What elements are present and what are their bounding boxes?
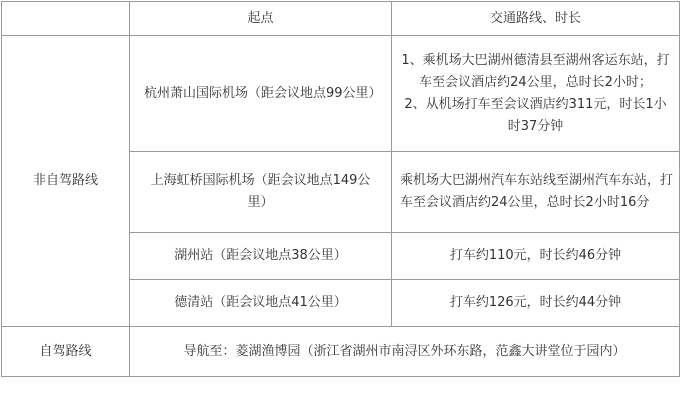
transport-route-table xyxy=(1,1,680,377)
navigation-cell: 导航至：菱湖渔博园（浙江省湖州市南浔区外环东路，范鑫大讲堂位于园内） xyxy=(130,327,680,377)
origin-cell: 上海虹桥国际机场（距会议地点149公里） xyxy=(130,152,392,233)
origin-cell: 杭州萧山国际机场（距会议地点99公里） xyxy=(130,36,392,152)
route-cell: 打车约110元，时长约46分钟 xyxy=(392,233,680,280)
table-row xyxy=(2,36,680,152)
table-row xyxy=(2,327,680,377)
route-cell xyxy=(392,36,680,152)
route-cell: 乘机场大巴湖州汽车东站线至湖州汽车东站，打车至会议酒店约24公里，总时长2小时16分 xyxy=(392,152,680,233)
header-empty-cell xyxy=(2,2,130,36)
route-line: 2、从机场打车至会议酒店约311元，时长1小时37分钟 xyxy=(404,96,667,134)
header-origin: 起点 xyxy=(130,2,392,36)
non-self-drive-label: 非自驾路线 xyxy=(2,36,130,327)
origin-cell: 湖州站（距会议地点38公里） xyxy=(130,233,392,280)
route-cell: 打车约126元，时长约44分钟 xyxy=(392,280,680,327)
self-drive-label: 自驾路线 xyxy=(2,327,130,377)
origin-cell: 德清站（距会议地点41公里） xyxy=(130,280,392,327)
header-route: 交通路线、时长 xyxy=(392,2,680,36)
table-header-row xyxy=(2,2,680,36)
route-line: 1、乘机场大巴湖州德清县至湖州客运东站，打车至会议酒店约24公里，总时长2小时； xyxy=(401,52,670,90)
